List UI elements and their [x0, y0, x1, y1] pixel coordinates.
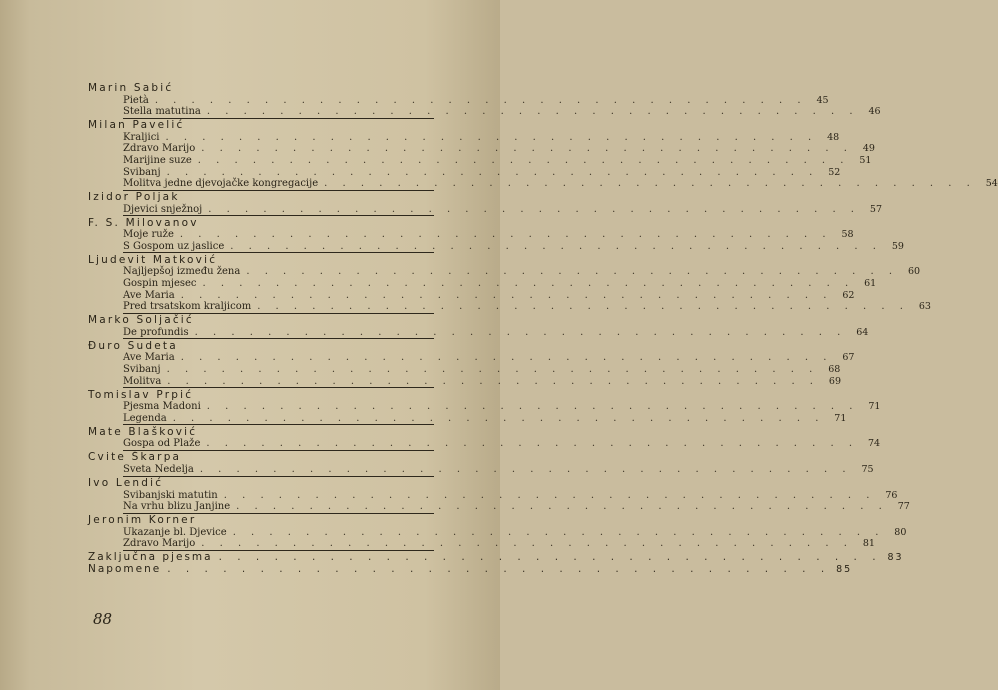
dot-leader: . . . . . . . . . . . . . . . . . . . . . . . . . . . . . . . . . . . . — [202, 278, 855, 290]
toc-entry — [123, 401, 881, 413]
entry-title: Molitva — [123, 375, 162, 387]
toc-entry — [123, 412, 847, 425]
dot-leader: . . . . . . . . . . . . . . . . . . . . . . . . . . . . . . . . . . . . — [167, 375, 819, 387]
entry-title: Djevici snježnoj — [123, 203, 203, 215]
entry-page-number: 45 — [816, 94, 829, 106]
dot-leader: . . . . . . . . . . . . . . . . . . . . . . . . . . . . . . . . . . . . — [172, 412, 825, 424]
entry-page-number: 46 — [868, 106, 881, 118]
entry-page-number: 69 — [828, 375, 841, 387]
author-name: Marko Soljačić — [88, 314, 194, 327]
author-section — [88, 253, 931, 314]
toc-entry — [123, 266, 921, 278]
author-name: Izidor Poljak — [88, 191, 180, 204]
entry-page-number: 63 — [918, 301, 931, 313]
dot-leader: . . . . . . . . . . . . . . . . . . . . . . . . . . . . . . . . . . . . — [218, 551, 882, 564]
toc-entry — [123, 240, 904, 253]
toc-entry — [123, 526, 907, 539]
entry-title: Stella matutina — [123, 106, 201, 118]
author-section — [88, 119, 998, 191]
entry-title: Legenda — [123, 412, 167, 424]
toc-entry — [123, 178, 998, 190]
table-of-contents — [88, 82, 998, 575]
entry-page-number: 75 — [861, 463, 874, 475]
entry-page-number: 85 — [836, 563, 853, 575]
dot-leader: . . . . . . . . . . . . . . . . . . . . . . . . . . . . . . . . . . . . — [223, 489, 876, 501]
dot-leader: . . . . . . . . . . . . . . . . . . . . . . . . . . . . . . . . . . . . — [166, 364, 819, 375]
toc-entry — [123, 94, 829, 107]
entry-page-number: 80 — [894, 526, 907, 538]
author-name: Marin Sabić — [88, 82, 174, 94]
dot-leader: . . . . . . . . . . . . . . . . . . . . . . . . . . . . . . . . . . . . — [206, 106, 859, 118]
dot-leader: . . . . . . . . . . . . . . . . . . . . . . . . . . . . . . . . . . . . — [167, 562, 831, 575]
dot-leader: . . . . . . . . . . . . . . . . . . . . . . . . . . . . . . . . . . . . — [154, 94, 807, 106]
dot-leader: . . . . . . . . . . . . . . . . . . . . . . . . . . . . . . . . . . . . — [194, 326, 847, 338]
toc-entry — [123, 438, 881, 450]
author-section — [88, 339, 855, 388]
toc-entry — [123, 489, 898, 502]
toc-entry — [123, 289, 855, 302]
toc-closing-entry — [88, 562, 853, 576]
toc-entry — [123, 501, 910, 513]
entry-page-number: 68 — [828, 364, 841, 375]
entry-page-number: 60 — [907, 266, 921, 278]
entry-page-number: 59 — [891, 240, 904, 252]
entry-title: Zdravo Marijo — [123, 538, 196, 550]
author-section — [88, 476, 910, 514]
entry-title: Moje ruže — [123, 229, 174, 241]
author-section — [88, 191, 882, 216]
entry-page-number: 74 — [867, 438, 881, 450]
author-section — [88, 451, 874, 476]
entry-title: Zaključna pjesma — [88, 551, 213, 564]
entry-page-number: 51 — [859, 154, 872, 166]
author-name: Milan Pavelić — [88, 119, 185, 132]
toc-entry — [123, 166, 841, 179]
entry-page-number: 57 — [869, 203, 882, 215]
entry-title: Ave Maria — [123, 352, 175, 364]
entry-page-number: 71 — [868, 401, 881, 413]
page-number: 88 — [93, 610, 113, 628]
author-section — [88, 514, 907, 551]
entry-title: Marijine suze — [123, 154, 192, 166]
dot-leader: . . . . . . . . . . . . . . . . . . . . . . . . . . . . . . . . . . . . — [201, 143, 853, 155]
entry-page-number: 58 — [841, 229, 854, 241]
entry-title: Pjesma Madoni — [123, 401, 201, 413]
author-section — [88, 425, 881, 451]
entry-page-number: 54 — [985, 178, 998, 190]
dot-leader: . . . . . . . . . . . . . . . . . . . . . . . . . . . . . . . . . . . . — [324, 178, 976, 190]
author-name: Mate Blašković — [88, 425, 198, 438]
entry-title: Sveta Nedelja — [123, 463, 194, 475]
dot-leader: . . . . . . . . . . . . . . . . . . . . . . . . . . . . . . . . . . . . — [199, 463, 852, 475]
author-name: Cvite Škarpa — [88, 451, 182, 464]
author-name: Jeronim Korner — [88, 514, 197, 527]
toc-entry — [123, 352, 855, 364]
entry-page-number: 76 — [885, 489, 898, 501]
entry-page-number: 83 — [887, 552, 904, 564]
toc-entry — [123, 278, 877, 290]
entry-title: Kraljici — [123, 131, 160, 143]
toc-entry — [123, 326, 869, 339]
section-rule — [123, 476, 434, 477]
entry-title: Svibanjski matutin — [123, 489, 218, 501]
toc-entry — [123, 229, 854, 241]
dot-leader: . . . . . . . . . . . . . . . . . . . . . . . . . . . . . . . . . . . . — [165, 131, 818, 143]
toc-entry — [123, 375, 841, 388]
toc-entry — [123, 203, 882, 216]
toc-entry — [123, 131, 840, 144]
entry-title: Zdravo Marijo — [123, 143, 196, 155]
dot-leader: . . . . . . . . . . . . . . . . . . . . . . . . . . . . . . . . . . . . — [166, 166, 819, 178]
author-section — [88, 216, 904, 254]
author-name: F. S. Milovanov — [88, 216, 199, 229]
author-name: Ljudevit Matković — [88, 253, 218, 266]
author-section — [88, 82, 881, 119]
toc-entry — [123, 538, 875, 550]
entry-page-number: 67 — [842, 352, 855, 364]
dot-leader: . . . . . . . . . . . . . . . . . . . . . . . . . . . . . . . . . . . . — [180, 289, 833, 301]
entry-page-number: 81 — [862, 538, 875, 550]
entry-title: Molitva jedne djevojačke kongregacije — [123, 178, 319, 190]
dot-leader: . . . . . . . . . . . . . . . . . . . . . . . . . . . . . . . . . . . . — [206, 401, 859, 413]
entry-title: S Gospom uz jaslice — [123, 240, 225, 252]
author-name: Đuro Sudeta — [88, 339, 178, 352]
dot-leader: . . . . . . . . . . . . . . . . . . . . . . . . . . . . . . . . . . . . — [236, 501, 888, 513]
toc-entry — [123, 154, 872, 167]
author-name: Ivo Lendić — [88, 476, 164, 489]
dot-leader: . . . . . . . . . . . . . . . . . . . . . . . . . . . . . . . . . . . . — [180, 352, 833, 364]
entry-title: Ave Maria — [123, 289, 175, 301]
toc-entry — [123, 301, 931, 313]
dot-leader: . . . . . . . . . . . . . . . . . . . . . . . . . . . . . . . . . . . . — [179, 229, 832, 241]
author-name: Tomislav Prpić — [88, 388, 194, 401]
entry-page-number: 62 — [842, 289, 855, 301]
dot-leader: . . . . . . . . . . . . . . . . . . . . . . . . . . . . . . . . . . . . — [257, 301, 909, 313]
dot-leader: . . . . . . . . . . . . . . . . . . . . . . . . . . . . . . . . . . . . — [232, 526, 885, 538]
entry-title: Pietà — [123, 94, 149, 106]
entry-title: Ukazanje bl. Djevice — [123, 526, 227, 538]
dot-leader: . . . . . . . . . . . . . . . . . . . . . . . . . . . . . . . . . . . . — [230, 240, 882, 252]
entry-title: Pred trsatskom kraljicom — [123, 301, 252, 313]
author-section — [88, 314, 869, 339]
entry-page-number: 71 — [834, 412, 847, 424]
entry-page-number: 48 — [827, 131, 840, 143]
toc-entry — [123, 364, 841, 376]
dot-leader: . . . . . . . . . . . . . . . . . . . . . . . . . . . . . . . . . . . . — [201, 538, 853, 550]
dot-leader: . . . . . . . . . . . . . . . . . . . . . . . . . . . . . . . . . . . . — [197, 154, 850, 166]
toc-entry — [123, 143, 875, 155]
entry-title: Najljepšoj između žena — [123, 266, 241, 278]
toc-entry — [123, 463, 874, 476]
entry-title: De profundis — [123, 326, 189, 338]
entry-title: Napomene — [88, 562, 162, 575]
entry-page-number: 77 — [897, 501, 910, 513]
entry-title: Gospin mjesec — [123, 278, 197, 290]
dot-leader: . . . . . . . . . . . . . . . . . . . . . . . . . . . . . . . . . . . . — [208, 203, 860, 215]
entry-page-number: 61 — [864, 278, 877, 290]
entry-page-number: 52 — [828, 166, 841, 178]
entry-title: Svibanj — [123, 364, 161, 375]
entry-title: Svibanj — [123, 166, 161, 178]
entry-title: Gospa od Plaže — [123, 438, 201, 450]
toc-entry — [123, 106, 881, 118]
entry-page-number: 64 — [856, 326, 869, 338]
author-section — [88, 388, 881, 426]
entry-page-number: 49 — [862, 143, 875, 155]
dot-leader: . . . . . . . . . . . . . . . . . . . . . . . . . . . . . . . . . . . . — [246, 266, 899, 278]
dot-leader: . . . . . . . . . . . . . . . . . . . . . . . . . . . . . . . . . . . . — [206, 438, 859, 450]
entry-title: Na vrhu blizu Janjine — [123, 501, 231, 513]
